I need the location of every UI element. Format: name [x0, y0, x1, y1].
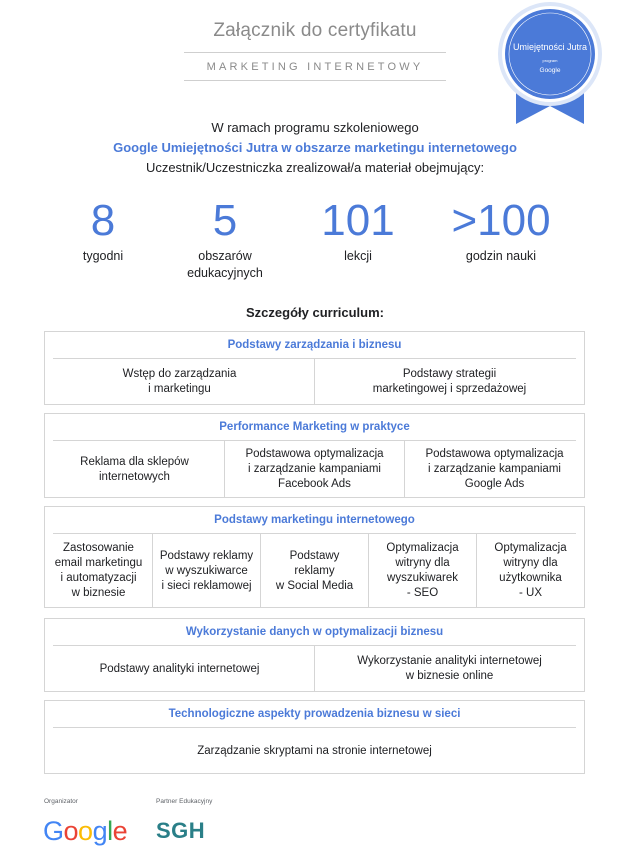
- curriculum-item: Reklama dla sklepów internetowych: [80, 455, 189, 483]
- stat-value: >100: [451, 196, 551, 245]
- section-title: Podstawy marketingu internetowego: [53, 507, 576, 534]
- google-logo: Google: [43, 816, 128, 846]
- curriculum-item: Zarządzanie skryptami na stronie internetowej: [197, 744, 432, 757]
- document-title: Załącznik do certyfikatu: [213, 20, 417, 41]
- stat-label: tygodni: [82, 249, 124, 263]
- stat-label: godzin nauki: [465, 249, 537, 263]
- section-title: Podstawy zarządzania i biznesu: [53, 332, 576, 359]
- stat-value: 101: [321, 196, 395, 245]
- stat-lessons: [303, 196, 413, 265]
- curriculum-section: [44, 413, 585, 498]
- curriculum-item: Podstawy strategii marketingowej i sprzedażowej: [314, 359, 584, 405]
- stat-label: lekcji: [344, 249, 372, 263]
- curriculum-section: [44, 700, 585, 774]
- stat-weeks: [48, 196, 158, 265]
- partner-caption: Partner Edukacyjny: [156, 798, 213, 805]
- intro-line-1: W ramach programu szkoleniowego: [211, 120, 419, 135]
- curriculum-item: Podstawy reklamy w wyszukiwarce i sieci reklamowej: [152, 534, 260, 608]
- curriculum-item: Optymalizacja witryny dla wyszukiwarek - SEO: [368, 534, 476, 608]
- stat-label: obszarów edukacyjnych: [187, 249, 263, 280]
- curriculum-section: [44, 331, 585, 405]
- intro-line-3: Uczestnik/Uczestniczka zrealizował/a materiał obejmujący:: [145, 160, 485, 175]
- section-title: Performance Marketing w praktyce: [53, 414, 576, 441]
- curriculum-item: Optymalizacja witryny dla użytkownika - UX: [476, 534, 584, 608]
- document-subtitle: MARKETING INTERNETOWY: [206, 61, 424, 73]
- curriculum-item: Podstawy reklamy w Social Media: [260, 534, 368, 608]
- section-title: Technologiczne aspekty prowadzenia biznesu w sieci: [53, 701, 576, 728]
- subtitle-divider: [184, 80, 446, 81]
- curriculum-item: Podstawy analityki internetowej: [99, 662, 260, 675]
- curriculum-section: [44, 618, 585, 692]
- badge-brand: Google: [539, 67, 561, 74]
- stat-areas: [170, 196, 280, 282]
- organizer-caption: Organizator: [44, 798, 78, 805]
- curriculum-section: [44, 506, 585, 608]
- curriculum-item: Wstęp do zarządzania i marketingu: [122, 368, 237, 395]
- curriculum-item: Podstawowa optymalizacja i zarządzanie kampaniami Google Ads: [404, 441, 584, 498]
- section-title: Wykorzystanie danych w optymalizacji biznesu: [53, 619, 576, 646]
- certificate-badge: [496, 0, 604, 126]
- badge-title: Umiejętności Jutra: [512, 42, 588, 52]
- stat-value: 8: [90, 196, 116, 245]
- intro-program-name: Google Umiejętności Jutra w obszarze marketingu internetowego: [113, 140, 517, 155]
- stat-value: 5: [212, 196, 238, 245]
- title-divider: [184, 52, 446, 53]
- curriculum-title: Szczegóły curriculum:: [246, 305, 384, 320]
- curriculum-item: Podstawowa optymalizacja i zarządzanie kampaniami Facebook Ads: [224, 441, 404, 498]
- badge-program: program: [542, 58, 558, 63]
- sgh-logo: SGH: [156, 818, 206, 843]
- stat-hours: [446, 196, 556, 265]
- curriculum-item: Zastosowanie email marketingu i automatyzacji w biznesie: [54, 542, 143, 599]
- curriculum-item: Wykorzystanie analityki internetowej w biznesie online: [314, 646, 584, 692]
